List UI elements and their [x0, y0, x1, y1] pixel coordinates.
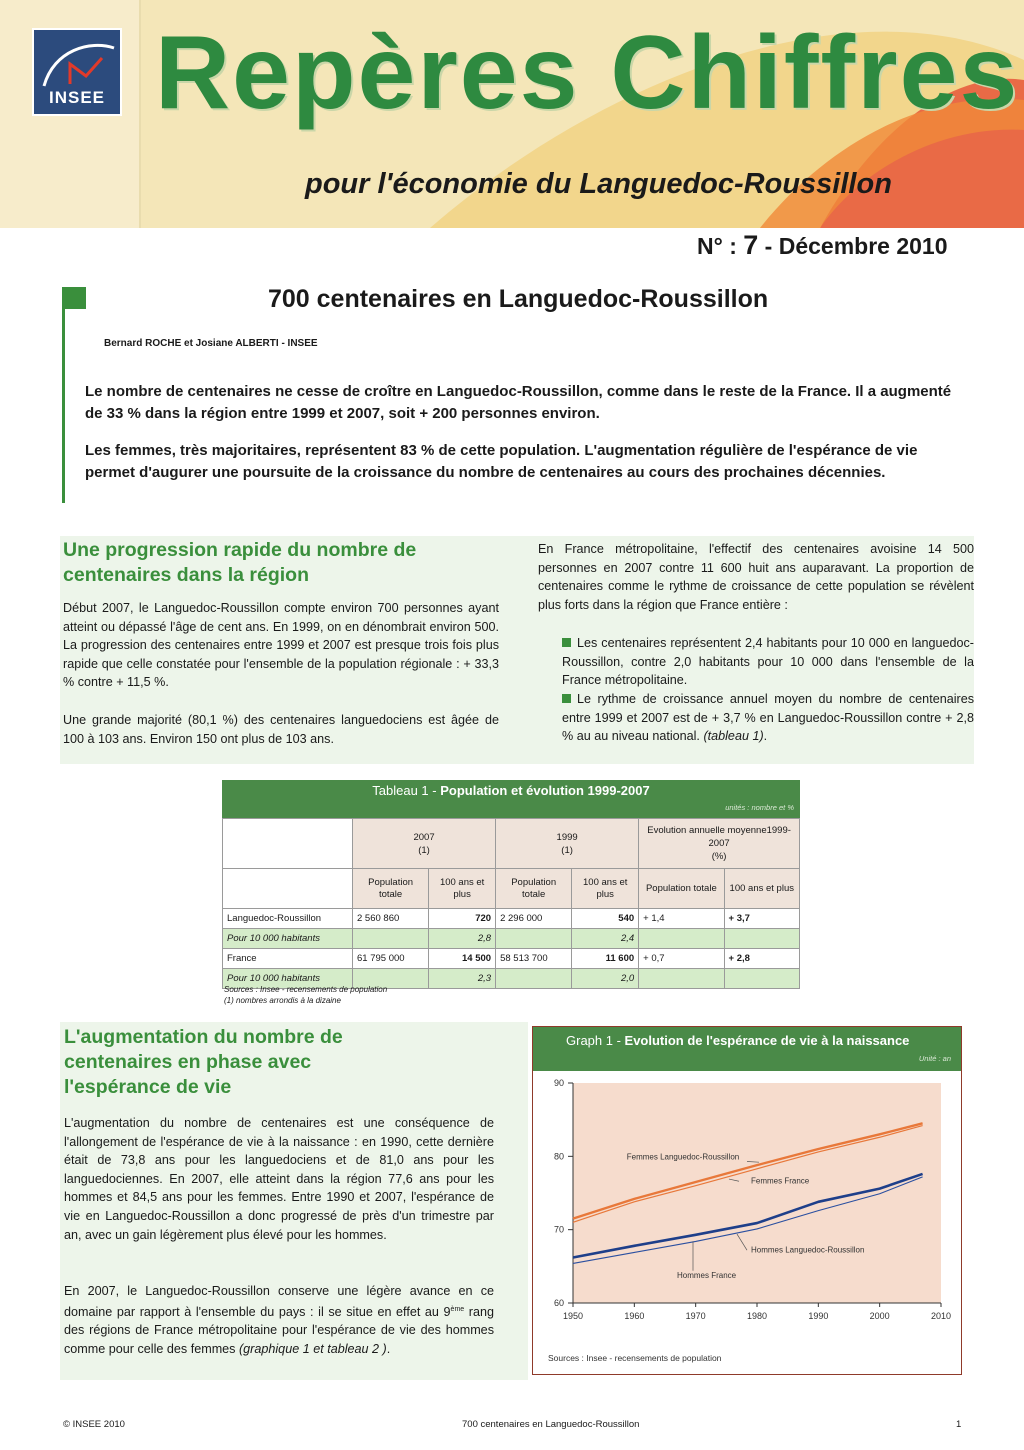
table-cell: 2 296 000 [496, 909, 572, 929]
section1-heading: Une progression rapide du nombre de centenaires dans la région [63, 539, 417, 586]
table-corner [223, 819, 353, 869]
table-cell: + 2,8 [724, 949, 799, 969]
table-cell [639, 929, 724, 949]
table-row [223, 909, 800, 929]
table-cell [496, 929, 572, 949]
article-title: 700 centenaires en Languedoc-Roussillon [268, 285, 769, 313]
section2-paragraph-1: L'augmentation du nombre de centenaires est une conséquence de l'allongement de l'espérance de vie à la naissance : en 1990, cette dernière était de 73,8 ans pour les languedociens et de 81,0 ans pour les languedociennes. En 2007, elle atteint dans la région 77,6 ans pour les hommes et 84,5 ans pour les femmes. Entre 1990 et 2007, l'espérance de vie en Languedoc-Roussillon a donc progressé de près d'un trimestre par an, avec un gain légèrement plus élevé pour les hommes. [64, 1116, 494, 1242]
table-cell: 2,8 [429, 929, 496, 949]
table-cell: 61 795 000 [353, 949, 429, 969]
label-femmes-france: Femmes France [751, 1176, 810, 1186]
table-row [223, 949, 800, 969]
bullet-square-icon [562, 638, 571, 647]
subheader-cell: 100 ans et plus [572, 869, 639, 909]
graph-source: Sources : Insee - recensements de population [548, 1353, 722, 1363]
y-tick-label: 90 [553, 1078, 564, 1088]
table-cell: 720 [429, 909, 496, 929]
plot-background [573, 1083, 941, 1303]
table-cell: 58 513 700 [496, 949, 572, 969]
label-femmes-languedoc-roussillon: Femmes Languedoc-Roussillon [626, 1152, 740, 1162]
bullet-item-1 [562, 634, 974, 690]
section1-paragraph-1: Début 2007, le Languedoc-Roussillon compte environ 700 personnes ayant atteint ou dépassé l'âge de cent ans. En 1999, on en dénombrait environ 500. La progression des centenaires entre 1999 et 2007 est presque trois fois plus rapide que celle constatée pour l'ensemble de la population régionale : + 33,3 % contre + 11,5 %. [63, 601, 499, 690]
para2-text-b: rang des régions de France métropolitaine pour l'espérance de vie des hommes comme pour celle des femmes [64, 1304, 494, 1356]
col-group-2007: 2007 (1) [353, 819, 496, 869]
subheader-cell: 100 ans et plus [724, 869, 799, 909]
insee-logo [32, 28, 122, 116]
bullet-item-2 [562, 690, 974, 746]
intro-paragraph-2: Les femmes, très majoritaires, représentent 83 % de cette population. L'augmentation régulière de l'espérance de vie permet d'augurer une poursuite de la croissance du nombre de centenaires au cours des prochaines décennies. [85, 442, 918, 481]
table-cell: 540 [572, 909, 639, 929]
table-cell [724, 969, 799, 989]
para2-superscript: ème [450, 1305, 465, 1313]
side-rule [62, 287, 65, 503]
authors: Bernard ROCHE et Josiane ALBERTI - INSEE [104, 338, 318, 349]
table-cell: 2,4 [572, 929, 639, 949]
section2-heading: L'augmentation du nombre de centenaires en phase avec l'espérance de vie [64, 1026, 343, 1098]
col-group-evolution: Evolution annuelle moyenne1999-2007 (%) [639, 819, 800, 869]
table-cell: + 3,7 [724, 909, 799, 929]
label-hommes-france: Hommes France [677, 1271, 737, 1281]
bullet-1-text: Les centenaires représentent 2,4 habitants pour 10 000 en languedoc-Roussillon, contre 2,0 habitants pour 10 000 dans l'ensemble de la France métropolitaine. [562, 636, 974, 688]
issue-prefix: N° : [697, 233, 744, 259]
bullet-2-end: . [763, 729, 768, 744]
section2-paragraph-2 [64, 1282, 494, 1359]
y-tick-label: 70 [553, 1224, 564, 1235]
y-tick-label: 80 [553, 1151, 564, 1162]
table-title [222, 783, 800, 798]
table-cell: 2 560 860 [353, 909, 429, 929]
subheader-cell: Population totale [496, 869, 572, 909]
graph-title-prefix: Graph 1 - [566, 1033, 625, 1048]
x-tick-label: 2010 [930, 1311, 952, 1321]
table-title-prefix: Tableau 1 - [372, 783, 441, 798]
table-units: unités : nombre et % [725, 803, 794, 812]
green-marker [62, 287, 86, 309]
table-source-2: (1) nombres arrondis à la dizaine [224, 996, 341, 1005]
line-chart [533, 1071, 961, 1374]
table-cell: 2,0 [572, 969, 639, 989]
bullet-2-reference: (tableau 1) [703, 729, 764, 744]
logo-text: INSEE [48, 88, 106, 107]
subheader-cell: Population totale [639, 869, 724, 909]
table-subheader-row [223, 869, 800, 909]
table-cell [496, 969, 572, 989]
x-tick-label: 1950 [562, 1311, 584, 1321]
life-expectancy-graph [532, 1026, 962, 1375]
graph-title-text: Evolution de l'espérance de vie à la naissance [624, 1033, 910, 1048]
table-cell: + 1,4 [639, 909, 724, 929]
footer-copyright: © INSEE 2010 [63, 1419, 125, 1430]
section1-paragraph-2: Une grande majorité (80,1 %) des centenaires languedociens est âgée de 100 à 103 ans. Environ 150 ont plus de 103 ans. [63, 713, 499, 746]
footer-title: 700 centenaires en Languedoc-Roussillon [462, 1419, 640, 1430]
para2-text-a: En 2007, le Languedoc-Roussillon conserve une légère avance en ce domaine par rapport à l'ensemble du pays : il se situe en effet au 9 [64, 1284, 494, 1319]
publication-title: Repères Chiffres [155, 15, 1020, 131]
row-label: Languedoc-Roussillon [223, 909, 353, 929]
table-header-band [222, 780, 800, 818]
subheader-cell: 100 ans et plus [429, 869, 496, 909]
logo-arc-icon [40, 36, 116, 90]
table-cell: 11 600 [572, 949, 639, 969]
x-tick-label: 1960 [624, 1311, 645, 1321]
issue-line [697, 230, 948, 261]
table-corner-2 [223, 869, 353, 909]
bullet-2-text: Le rythme de croissance annuel moyen du nombre de centenaires entre 1999 et 2007 est de + 3,7 % en Languedoc-Roussillon contre + 2,8 % au au niveau national. [562, 692, 974, 744]
graph-header-band [533, 1027, 961, 1071]
bullet-square-icon [562, 694, 571, 703]
row-label: Pour 10 000 habitants [223, 929, 353, 949]
table-cell: 2,3 [429, 969, 496, 989]
y-tick-label: 60 [553, 1298, 564, 1308]
table-cell [353, 929, 429, 949]
table-grid [222, 818, 800, 989]
para2-end: . [386, 1341, 391, 1356]
x-tick-label: 2000 [869, 1311, 890, 1321]
section1-right-paragraph: En France métropolitaine, l'effectif des centenaires avoisine 14 500 personnes en 2007 contre 11 600 huit ans auparavant. La proportion de centenaires comme le rythme de croissance de cette population se révèlent plus forts dans la région que France entière : [538, 542, 974, 612]
x-tick-label: 1980 [746, 1311, 768, 1321]
subheader-cell: Population totale [353, 869, 429, 909]
table-row [223, 929, 800, 949]
x-tick-label: 1970 [685, 1311, 706, 1321]
graph-title [566, 1033, 909, 1048]
row-label: Pour 10 000 habitants [223, 969, 353, 989]
label-hommes-languedoc-roussillon: Hommes Languedoc-Roussillon [751, 1245, 865, 1255]
table-cell [724, 929, 799, 949]
col-group-1999: 1999 (1) [496, 819, 639, 869]
para2-reference: (graphique 1 et tableau 2 ) [238, 1341, 387, 1356]
table-source-1: Sources : Insee - recensements de population [224, 985, 388, 994]
publication-subtitle: pour l'économie du Languedoc-Roussillon [305, 168, 892, 200]
table-cell: 14 500 [429, 949, 496, 969]
row-label: France [223, 949, 353, 969]
intro-paragraph-1: Le nombre de centenaires ne cesse de croître en Languedoc-Roussillon, comme dans le reste de la France. Il a augmenté de 33 % dans la région entre 1999 et 2007, soit + 200 personnes environ. [85, 383, 952, 422]
table-sources [224, 984, 387, 1006]
table-title-text: Population et évolution 1999-2007 [440, 783, 650, 798]
table-cell: + 0,7 [639, 949, 724, 969]
graph-units: Unité : an [918, 1054, 951, 1063]
issue-date: - Décembre 2010 [758, 233, 948, 259]
table-cell [639, 969, 724, 989]
table-header-row [223, 819, 800, 869]
issue-number: 7 [743, 230, 759, 260]
header-banner [0, 0, 1024, 228]
footer-page-number: 1 [956, 1419, 962, 1430]
x-tick-label: 1990 [808, 1311, 829, 1321]
population-table [222, 780, 800, 1017]
